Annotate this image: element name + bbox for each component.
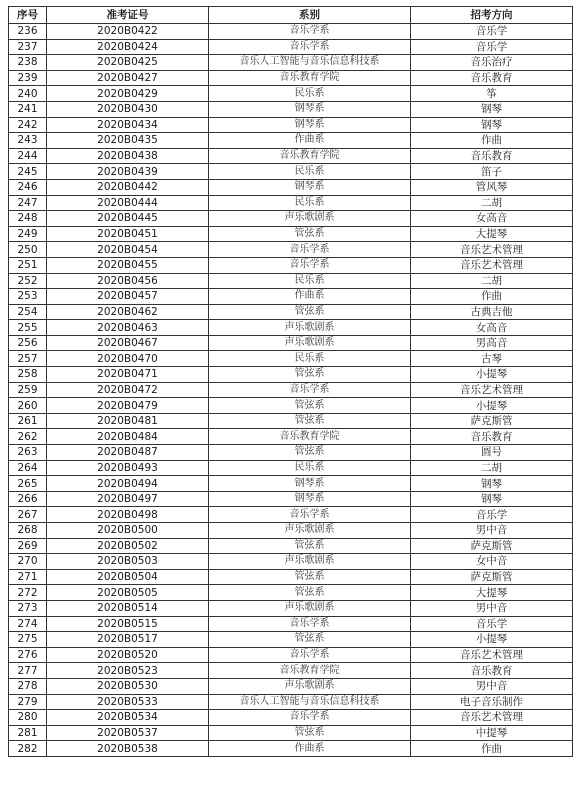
cell-exam-id: 2020B0439 — [47, 164, 209, 180]
cell-seq: 280 — [9, 710, 47, 726]
cell-department: 管弦系 — [209, 413, 411, 429]
cell-exam-id: 2020B0422 — [47, 24, 209, 40]
cell-direction: 小提琴 — [411, 398, 573, 414]
cell-department: 管弦系 — [209, 304, 411, 320]
cell-seq: 261 — [9, 413, 47, 429]
table-row — [9, 616, 573, 632]
table-row — [9, 117, 573, 133]
table-row — [9, 70, 573, 86]
cell-exam-id: 2020B0500 — [47, 523, 209, 539]
cell-department: 音乐学系 — [209, 24, 411, 40]
cell-direction: 作曲 — [411, 741, 573, 757]
cell-direction: 女中音 — [411, 554, 573, 570]
cell-direction: 女高音 — [411, 211, 573, 227]
cell-direction: 音乐学 — [411, 39, 573, 55]
cell-seq: 251 — [9, 257, 47, 273]
cell-seq: 271 — [9, 569, 47, 585]
cell-department: 管弦系 — [209, 398, 411, 414]
cell-seq: 242 — [9, 117, 47, 133]
cell-seq: 247 — [9, 195, 47, 211]
cell-exam-id: 2020B0530 — [47, 678, 209, 694]
cell-direction: 男中音 — [411, 678, 573, 694]
cell-department: 音乐学系 — [209, 507, 411, 523]
table-row — [9, 663, 573, 679]
cell-exam-id: 2020B0484 — [47, 429, 209, 445]
cell-seq: 259 — [9, 382, 47, 398]
table-row — [9, 647, 573, 663]
table-row — [9, 351, 573, 367]
cell-department: 钢琴系 — [209, 476, 411, 492]
cell-exam-id: 2020B0424 — [47, 39, 209, 55]
cell-direction: 男中音 — [411, 523, 573, 539]
cell-seq: 253 — [9, 289, 47, 305]
cell-seq: 267 — [9, 507, 47, 523]
cell-seq: 270 — [9, 554, 47, 570]
cell-exam-id: 2020B0487 — [47, 445, 209, 461]
table-row — [9, 133, 573, 149]
cell-direction: 音乐学 — [411, 616, 573, 632]
cell-direction: 音乐艺术管理 — [411, 242, 573, 258]
cell-seq: 265 — [9, 476, 47, 492]
header-direction: 招考方向 — [411, 7, 573, 24]
cell-seq: 239 — [9, 70, 47, 86]
cell-department: 民乐系 — [209, 273, 411, 289]
cell-department: 音乐学系 — [209, 647, 411, 663]
cell-exam-id: 2020B0435 — [47, 133, 209, 149]
cell-direction: 钢琴 — [411, 117, 573, 133]
cell-department: 音乐人工智能与音乐信息科技系 — [209, 694, 411, 710]
table-row — [9, 320, 573, 336]
table-row — [9, 86, 573, 102]
cell-exam-id: 2020B0533 — [47, 694, 209, 710]
table-row — [9, 242, 573, 258]
table-row — [9, 460, 573, 476]
cell-exam-id: 2020B0427 — [47, 70, 209, 86]
cell-seq: 269 — [9, 538, 47, 554]
table-row — [9, 257, 573, 273]
cell-exam-id: 2020B0520 — [47, 647, 209, 663]
cell-seq: 257 — [9, 351, 47, 367]
cell-department: 民乐系 — [209, 86, 411, 102]
cell-direction: 大提琴 — [411, 226, 573, 242]
cell-seq: 255 — [9, 320, 47, 336]
cell-department: 音乐教育学院 — [209, 663, 411, 679]
cell-seq: 260 — [9, 398, 47, 414]
cell-department: 钢琴系 — [209, 117, 411, 133]
cell-exam-id: 2020B0456 — [47, 273, 209, 289]
table-row — [9, 398, 573, 414]
cell-exam-id: 2020B0467 — [47, 335, 209, 351]
cell-exam-id: 2020B0515 — [47, 616, 209, 632]
cell-seq: 246 — [9, 179, 47, 195]
cell-department: 作曲系 — [209, 133, 411, 149]
cell-exam-id: 2020B0514 — [47, 600, 209, 616]
cell-department: 音乐人工智能与音乐信息科技系 — [209, 55, 411, 71]
table-row — [9, 694, 573, 710]
cell-seq: 245 — [9, 164, 47, 180]
table-row — [9, 179, 573, 195]
cell-department: 声乐歌剧系 — [209, 600, 411, 616]
cell-seq: 274 — [9, 616, 47, 632]
cell-exam-id: 2020B0538 — [47, 741, 209, 757]
cell-direction: 钢琴 — [411, 491, 573, 507]
cell-exam-id: 2020B0451 — [47, 226, 209, 242]
cell-direction: 筝 — [411, 86, 573, 102]
cell-direction: 作曲 — [411, 133, 573, 149]
table-row — [9, 476, 573, 492]
cell-exam-id: 2020B0425 — [47, 55, 209, 71]
cell-direction: 笛子 — [411, 164, 573, 180]
cell-seq: 241 — [9, 101, 47, 117]
cell-exam-id: 2020B0430 — [47, 101, 209, 117]
table-row — [9, 24, 573, 40]
cell-direction: 古琴 — [411, 351, 573, 367]
cell-direction: 音乐教育 — [411, 70, 573, 86]
cell-direction: 钢琴 — [411, 476, 573, 492]
cell-department: 声乐歌剧系 — [209, 523, 411, 539]
cell-department: 钢琴系 — [209, 101, 411, 117]
cell-department: 钢琴系 — [209, 491, 411, 507]
cell-direction: 音乐艺术管理 — [411, 382, 573, 398]
table-row — [9, 507, 573, 523]
table-row — [9, 148, 573, 164]
cell-exam-id: 2020B0523 — [47, 663, 209, 679]
cell-exam-id: 2020B0493 — [47, 460, 209, 476]
cell-department: 民乐系 — [209, 351, 411, 367]
cell-department: 声乐歌剧系 — [209, 335, 411, 351]
cell-department: 民乐系 — [209, 164, 411, 180]
cell-seq: 262 — [9, 429, 47, 445]
cell-direction: 二胡 — [411, 195, 573, 211]
cell-direction: 小提琴 — [411, 367, 573, 383]
cell-exam-id: 2020B0444 — [47, 195, 209, 211]
cell-seq: 272 — [9, 585, 47, 601]
cell-exam-id: 2020B0502 — [47, 538, 209, 554]
cell-exam-id: 2020B0503 — [47, 554, 209, 570]
cell-department: 民乐系 — [209, 460, 411, 476]
cell-direction: 男高音 — [411, 335, 573, 351]
cell-direction: 小提琴 — [411, 632, 573, 648]
cell-seq: 279 — [9, 694, 47, 710]
cell-department: 音乐学系 — [209, 382, 411, 398]
table-row — [9, 304, 573, 320]
cell-department: 声乐歌剧系 — [209, 678, 411, 694]
table-row — [9, 39, 573, 55]
table-row — [9, 413, 573, 429]
cell-exam-id: 2020B0429 — [47, 86, 209, 102]
cell-direction: 钢琴 — [411, 101, 573, 117]
cell-direction: 二胡 — [411, 273, 573, 289]
cell-seq: 243 — [9, 133, 47, 149]
table-row — [9, 382, 573, 398]
cell-seq: 252 — [9, 273, 47, 289]
cell-department: 作曲系 — [209, 289, 411, 305]
table-row — [9, 741, 573, 757]
cell-seq: 248 — [9, 211, 47, 227]
cell-seq: 278 — [9, 678, 47, 694]
cell-direction: 女高音 — [411, 320, 573, 336]
cell-exam-id: 2020B0472 — [47, 382, 209, 398]
cell-seq: 268 — [9, 523, 47, 539]
cell-exam-id: 2020B0455 — [47, 257, 209, 273]
table-row — [9, 55, 573, 71]
cell-direction: 音乐教育 — [411, 663, 573, 679]
cell-department: 管弦系 — [209, 445, 411, 461]
cell-exam-id: 2020B0471 — [47, 367, 209, 383]
cell-exam-id: 2020B0504 — [47, 569, 209, 585]
cell-direction: 古典吉他 — [411, 304, 573, 320]
table-row — [9, 195, 573, 211]
cell-seq: 250 — [9, 242, 47, 258]
cell-department: 作曲系 — [209, 741, 411, 757]
cell-exam-id: 2020B0494 — [47, 476, 209, 492]
cell-direction: 萨克斯管 — [411, 569, 573, 585]
cell-department: 音乐学系 — [209, 616, 411, 632]
cell-exam-id: 2020B0505 — [47, 585, 209, 601]
cell-direction: 电子音乐制作 — [411, 694, 573, 710]
cell-direction: 音乐学 — [411, 507, 573, 523]
cell-department: 音乐教育学院 — [209, 148, 411, 164]
cell-direction: 二胡 — [411, 460, 573, 476]
cell-seq: 249 — [9, 226, 47, 242]
cell-seq: 264 — [9, 460, 47, 476]
cell-seq: 266 — [9, 491, 47, 507]
cell-seq: 282 — [9, 741, 47, 757]
cell-exam-id: 2020B0438 — [47, 148, 209, 164]
cell-direction: 音乐学 — [411, 24, 573, 40]
cell-exam-id: 2020B0463 — [47, 320, 209, 336]
cell-exam-id: 2020B0454 — [47, 242, 209, 258]
cell-department: 声乐歌剧系 — [209, 320, 411, 336]
cell-seq: 254 — [9, 304, 47, 320]
cell-direction: 音乐艺术管理 — [411, 647, 573, 663]
cell-department: 管弦系 — [209, 585, 411, 601]
cell-seq: 273 — [9, 600, 47, 616]
cell-seq: 244 — [9, 148, 47, 164]
cell-exam-id: 2020B0470 — [47, 351, 209, 367]
cell-seq: 240 — [9, 86, 47, 102]
roster-table — [8, 6, 573, 757]
table-row — [9, 273, 573, 289]
table-row — [9, 226, 573, 242]
cell-direction: 音乐治疗 — [411, 55, 573, 71]
cell-direction: 圆号 — [411, 445, 573, 461]
cell-exam-id: 2020B0434 — [47, 117, 209, 133]
table-row — [9, 523, 573, 539]
table-row — [9, 710, 573, 726]
table-row — [9, 491, 573, 507]
cell-direction: 萨克斯管 — [411, 413, 573, 429]
cell-department: 管弦系 — [209, 569, 411, 585]
cell-department: 管弦系 — [209, 725, 411, 741]
table-row — [9, 538, 573, 554]
table-row — [9, 429, 573, 445]
cell-department: 钢琴系 — [209, 179, 411, 195]
cell-exam-id: 2020B0479 — [47, 398, 209, 414]
table-row — [9, 164, 573, 180]
cell-department: 音乐学系 — [209, 710, 411, 726]
cell-department: 声乐歌剧系 — [209, 554, 411, 570]
cell-seq: 237 — [9, 39, 47, 55]
cell-exam-id: 2020B0497 — [47, 491, 209, 507]
cell-seq: 281 — [9, 725, 47, 741]
cell-seq: 258 — [9, 367, 47, 383]
header-row — [9, 7, 573, 24]
table-row — [9, 632, 573, 648]
table-body — [9, 24, 573, 757]
table-row — [9, 569, 573, 585]
table-header — [9, 7, 573, 24]
cell-department: 声乐歌剧系 — [209, 211, 411, 227]
table-row — [9, 211, 573, 227]
table-row — [9, 367, 573, 383]
cell-exam-id: 2020B0442 — [47, 179, 209, 195]
header-seq: 序号 — [9, 7, 47, 24]
cell-direction: 音乐艺术管理 — [411, 710, 573, 726]
cell-seq: 277 — [9, 663, 47, 679]
cell-exam-id: 2020B0498 — [47, 507, 209, 523]
cell-direction: 音乐教育 — [411, 148, 573, 164]
cell-seq: 275 — [9, 632, 47, 648]
table-row — [9, 445, 573, 461]
table-row — [9, 678, 573, 694]
header-department: 系别 — [209, 7, 411, 24]
cell-department: 管弦系 — [209, 226, 411, 242]
table-row — [9, 725, 573, 741]
table-row — [9, 101, 573, 117]
cell-seq: 238 — [9, 55, 47, 71]
cell-department: 音乐学系 — [209, 39, 411, 55]
cell-department: 管弦系 — [209, 538, 411, 554]
table-row — [9, 289, 573, 305]
cell-department: 民乐系 — [209, 195, 411, 211]
cell-direction: 萨克斯管 — [411, 538, 573, 554]
cell-department: 音乐学系 — [209, 242, 411, 258]
cell-exam-id: 2020B0537 — [47, 725, 209, 741]
table-row — [9, 600, 573, 616]
cell-exam-id: 2020B0534 — [47, 710, 209, 726]
cell-exam-id: 2020B0462 — [47, 304, 209, 320]
cell-direction: 大提琴 — [411, 585, 573, 601]
cell-seq: 236 — [9, 24, 47, 40]
cell-seq: 276 — [9, 647, 47, 663]
cell-department: 音乐教育学院 — [209, 70, 411, 86]
cell-department: 音乐教育学院 — [209, 429, 411, 445]
cell-direction: 中提琴 — [411, 725, 573, 741]
cell-exam-id: 2020B0457 — [47, 289, 209, 305]
cell-exam-id: 2020B0481 — [47, 413, 209, 429]
cell-seq: 263 — [9, 445, 47, 461]
cell-direction: 作曲 — [411, 289, 573, 305]
cell-exam-id: 2020B0517 — [47, 632, 209, 648]
cell-department: 管弦系 — [209, 632, 411, 648]
header-exam-id: 准考证号 — [47, 7, 209, 24]
table-row — [9, 335, 573, 351]
cell-seq: 256 — [9, 335, 47, 351]
table-row — [9, 554, 573, 570]
cell-direction: 音乐艺术管理 — [411, 257, 573, 273]
cell-direction: 管风琴 — [411, 179, 573, 195]
cell-exam-id: 2020B0445 — [47, 211, 209, 227]
table-row — [9, 585, 573, 601]
cell-direction: 音乐教育 — [411, 429, 573, 445]
cell-department: 音乐学系 — [209, 257, 411, 273]
cell-direction: 男中音 — [411, 600, 573, 616]
cell-department: 管弦系 — [209, 367, 411, 383]
